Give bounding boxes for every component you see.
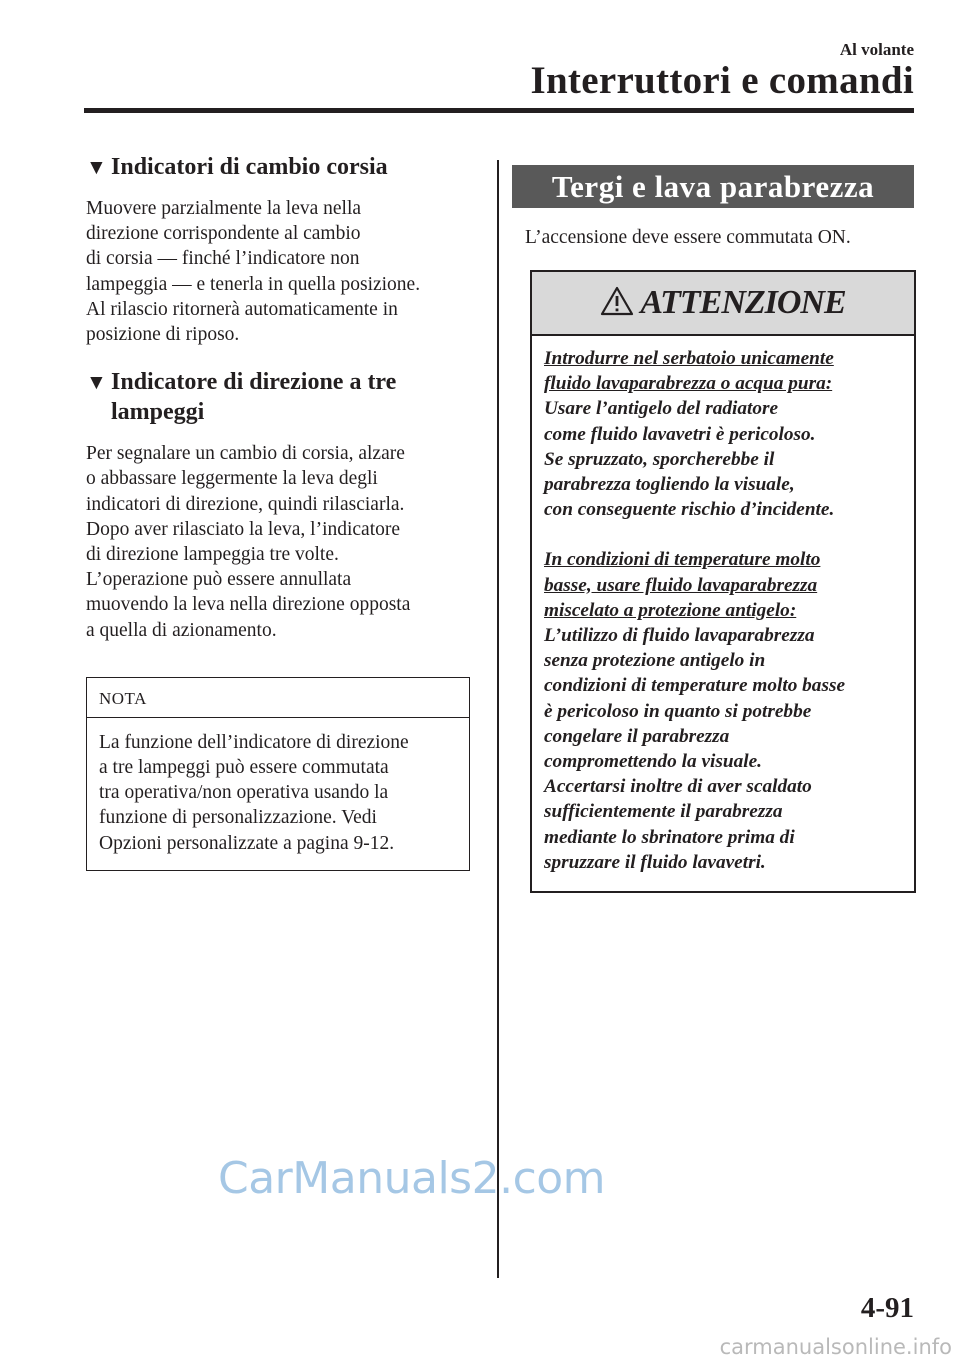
section-heading-lane-change xyxy=(86,152,470,182)
text-line: congelare il parabrezza xyxy=(544,725,730,747)
text-line: lampeggia — e tenerla in quella posizione. xyxy=(86,273,421,295)
triangle-down-icon: ▼ xyxy=(86,370,107,395)
text-line: posizione di riposo. xyxy=(86,324,240,346)
warning-emphasis-line: miscelato a protezione antigelo: xyxy=(544,599,797,621)
text-line: La funzione dell’indicatore di direzione xyxy=(99,731,409,753)
watermark-logo: CarManuals2.com xyxy=(218,1153,606,1204)
section-banner: Tergi e lava parabrezza xyxy=(512,165,914,208)
section-heading-text: Indicatori di cambio corsia xyxy=(111,154,388,180)
heading-line: Indicatore di direzione a tre xyxy=(111,369,397,396)
text-line: tra operativa/non operativa usando la xyxy=(99,782,389,804)
text-line: Al rilascio ritornerà automaticamente in xyxy=(86,298,398,320)
warning-body xyxy=(532,336,914,891)
text-line: sufficientemente il parabrezza xyxy=(544,801,783,823)
note-box xyxy=(86,677,470,871)
text-line: senza protezione antigelo in xyxy=(544,650,766,672)
section-heading-text xyxy=(111,367,396,427)
text-line: spruzzare il fluido lavavetri. xyxy=(544,851,766,873)
warning-paragraph-1 xyxy=(544,346,904,522)
warning-triangle-icon xyxy=(600,286,634,321)
warning-header xyxy=(532,272,914,336)
note-title: NOTA xyxy=(87,678,469,718)
text-line: direzione corrispondente al cambio xyxy=(86,223,361,245)
note-body xyxy=(87,718,469,870)
right-column xyxy=(512,165,914,893)
text-line: a tre lampeggi può essere commutata xyxy=(99,757,389,779)
text-line: muovendo la leva nella direzione opposta xyxy=(86,594,411,616)
page-reference-link[interactable]: Opzioni personalizzate a pagina 9-12. xyxy=(99,832,395,854)
warning-emphasis-line: basse, usare fluido lavaparabrezza xyxy=(544,574,818,596)
intro-text: L’accensione deve essere commutata ON. xyxy=(525,227,851,248)
header-section-label: Al volante xyxy=(839,40,914,59)
paragraph-gap xyxy=(544,522,904,547)
text-line: Usare l’antigelo del radiatore xyxy=(544,398,779,420)
text-line: Accertarsi inoltre di aver scaldato xyxy=(544,776,812,798)
triangle-down-icon: ▼ xyxy=(86,155,107,179)
text-line: a quella di azionamento. xyxy=(86,619,277,641)
lane-change-paragraph xyxy=(86,196,470,347)
text-line: Muovere parzialmente la leva nella xyxy=(86,198,362,219)
text-line: Dopo aver rilasciato la leva, l’indicatore xyxy=(86,518,401,540)
text-line: con conseguente rischio d’incidente. xyxy=(544,499,835,521)
text-line: funzione di personalizzazione. Vedi xyxy=(99,807,377,829)
warning-paragraph-2 xyxy=(544,547,904,875)
text-line: di corsia — finché l’indicatore non xyxy=(86,248,360,270)
warning-emphasis-line: Introdurre nel serbatoio unicamente xyxy=(544,348,834,369)
three-flash-paragraph xyxy=(86,441,470,643)
text-line: di direzione lampeggia tre volte. xyxy=(86,544,339,566)
header-rule xyxy=(84,108,914,113)
warning-emphasis-line: In condizioni di temperature molto xyxy=(544,549,821,571)
text-line: L’utilizzo di fluido lavaparabrezza xyxy=(544,625,815,647)
text-line: indicatori di direzione, quindi rilasciarla. xyxy=(86,493,405,515)
text-line: condizioni di temperature molto basse xyxy=(544,675,846,697)
column-divider xyxy=(497,160,499,1278)
text-line: mediante lo sbrinatore prima di xyxy=(544,826,795,848)
text-line: L’operazione può essere annullata xyxy=(86,569,352,591)
header-title: Interruttori e comandi xyxy=(530,59,914,102)
warning-label: ATTENZIONE xyxy=(640,284,846,321)
heading-line: lampeggi xyxy=(111,399,205,426)
text-line: Se spruzzato, sporcherebbe il xyxy=(544,448,775,470)
text-line: come fluido lavavetri è pericoloso. xyxy=(544,423,816,445)
footer-site-link[interactable]: carmanualsonline.info xyxy=(719,1335,952,1359)
text-line: Per segnalare un cambio di corsia, alzare xyxy=(86,443,405,465)
text-line: compromettendo la visuale. xyxy=(544,751,762,773)
warning-emphasis-line: fluido lavaparabrezza o acqua pura: xyxy=(544,373,833,395)
page-number: 4-91 xyxy=(860,1292,914,1324)
section-heading-three-flash xyxy=(86,367,470,427)
text-line: parabrezza togliendo la visuale, xyxy=(544,474,795,496)
text-line: è pericoloso in quanto si potrebbe xyxy=(544,700,812,722)
warning-box xyxy=(530,270,916,893)
left-column xyxy=(86,152,470,871)
text-line: o abbassare leggermente la leva degli xyxy=(86,468,378,490)
